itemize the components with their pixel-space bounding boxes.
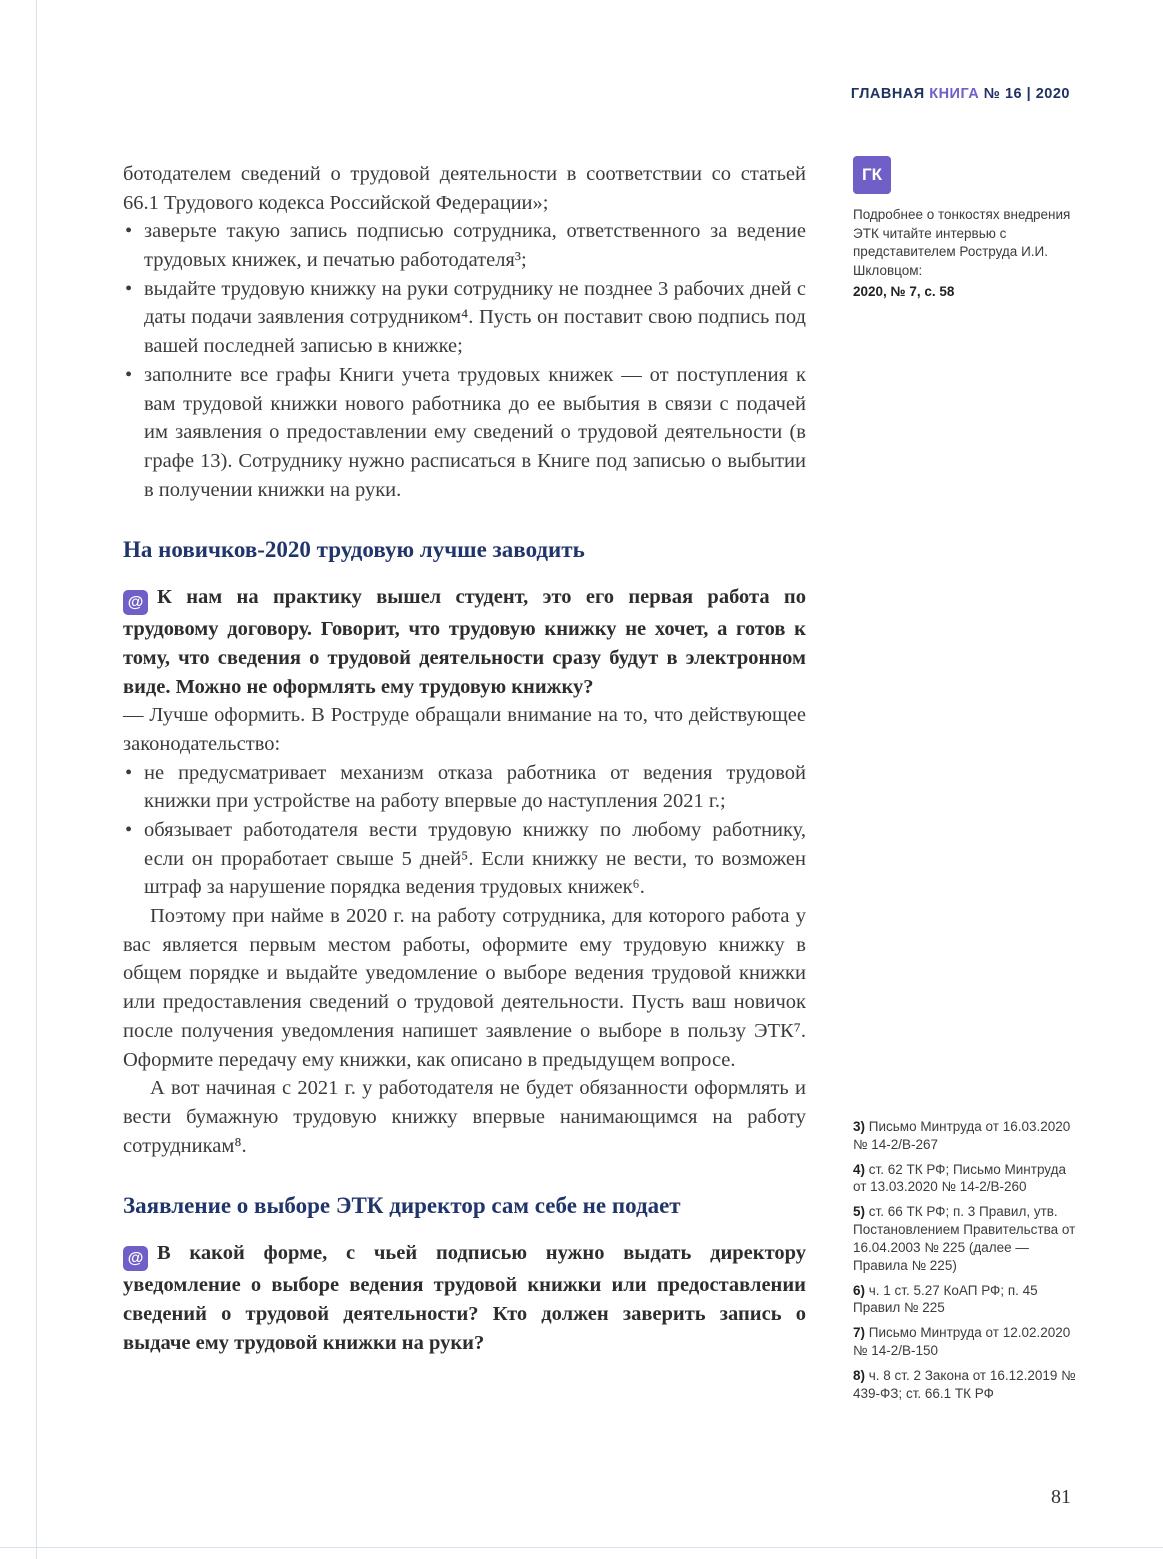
question-at-icon: @ bbox=[123, 1246, 148, 1271]
list-item-text: выдайте трудовую книжку на руки сотруднику не позднее 3 рабочих дней с даты подачи заявления сотрудником⁴. Пусть он поставит свою подпись под вашей последней записью в книжке; bbox=[144, 277, 806, 358]
list-item-text: заполните все графы Книги учета трудовых книжек — от поступления к вам трудовой книжки нового работника до ее выбытия в связи с подачей им заявления о предоставлении ему сведений о трудовой деятельности (в графе 13). Сотруднику нужно расписаться в Книге под записью о выбытии в получении книжки на руки. bbox=[144, 363, 806, 501]
gk-logo-icon: ГК bbox=[853, 156, 891, 194]
list-item bbox=[123, 275, 806, 361]
footnote-text: Письмо Минтруда от 16.03.2020 № 14-2/В-267 bbox=[853, 1119, 1071, 1152]
list-item-text: обязывает работодателя вести трудовую книжку по любому работнику, если он проработает свыше 5 дней⁵. Если книжку не вести, то возможен штраф за нарушение порядка ведения трудовых книжек⁶. bbox=[144, 819, 806, 899]
footnote-text: ст. 66 ТК РФ; п. 3 Правил, утв. Постановлением Правительства от 16.04.2003 № 225 (далее — Правила № 225) bbox=[853, 1204, 1076, 1273]
issue-label: № 16 | 2020 bbox=[983, 86, 1070, 102]
footnote-text: ч. 1 ст. 5.27 КоАП РФ; п. 45 Правил № 225 bbox=[853, 1282, 1038, 1316]
sidebar-note-reference: 2020, № 7, с. 58 bbox=[853, 283, 955, 299]
section-heading-2: Заявление о выборе ЭТК директор сам себе не подает bbox=[123, 1193, 681, 1219]
footnote-text: ст. 62 ТК РФ; Письмо Минтруда от 13.03.2020 № 14-2/В-260 bbox=[853, 1161, 1066, 1195]
section-heading-1: На новичков-2020 трудовую лучше заводить bbox=[123, 537, 585, 563]
bullet-icon: • bbox=[125, 220, 133, 243]
question-text: К нам на практику вышел студент, это его первая работа по трудовому договору. Говорит, что трудовую книжку не хочет, а готов к тому, что сведения о трудовой деятельности сразу будут в электронном виде. Можно не оформлять ему трудовую книжку? bbox=[123, 586, 806, 698]
bullet-icon: • bbox=[125, 277, 133, 300]
footnote bbox=[853, 1367, 1079, 1403]
footnote-number: 3) bbox=[853, 1119, 866, 1134]
footnote-text: ч. 8 ст. 2 Закона от 16.12.2019 № 439-ФЗ; ст. 66.1 ТК РФ bbox=[853, 1367, 1076, 1401]
footnote-text: Письмо Минтруда от 12.02.2020 № 14-2/В-150 bbox=[853, 1325, 1071, 1358]
list-item bbox=[123, 217, 806, 274]
body-paragraph-1: Поэтому при найме в 2020 г. на работу сотрудника, для которого работа у вас является первым местом работы, оформите ему трудовую книжку в общем порядке и выдайте уведомление о выборе ведения трудовой книжки или предоставления сведений о трудовой деятельности. Пусть ваш новичок после получения уведомления напишет заявление о выборе в пользу ЭТК⁷. Оформите передачу ему книжки, как описано в предыдущем вопросе. bbox=[123, 905, 806, 1071]
bullet-icon: • bbox=[125, 819, 133, 842]
footnote-number: 6) bbox=[853, 1282, 866, 1298]
question-at-icon: @ bbox=[123, 590, 148, 615]
answer-intro: — Лучше оформить. В Роструде обращали внимание на то, что действующее законодательство: bbox=[123, 704, 806, 755]
brand-part-2: КНИГА bbox=[929, 86, 980, 102]
list-item-text: не предусматривает механизм отказа работника от ведения трудовой книжки при устройстве на работу впервые до наступления 2021 г.; bbox=[144, 761, 806, 813]
bullet-icon: • bbox=[125, 363, 133, 386]
footnote bbox=[853, 1161, 1079, 1197]
footnote-number: 4) bbox=[853, 1161, 866, 1177]
page-edge-guide-bottom bbox=[0, 1547, 1163, 1548]
article-column bbox=[123, 160, 806, 1357]
question-paragraph-1 bbox=[123, 583, 806, 701]
footnote bbox=[853, 1118, 1079, 1154]
sidebar-note-text: Подробнее о тонкостях внедрения ЭТК читайте интервью с представителем Роструда И.И. Шкловцом: bbox=[853, 207, 1071, 278]
footnote bbox=[853, 1324, 1079, 1360]
list-item bbox=[123, 361, 806, 504]
body-paragraph-2: А вот начиная с 2021 г. у работодателя не будет обязанности оформлять и вести бумажную трудовую книжку впервые нанимающимся на работу сотрудникам⁸. bbox=[123, 1077, 806, 1157]
bullet-icon: • bbox=[125, 761, 133, 784]
list-item-text: заверьте такую запись подписью сотрудника, ответственного за ведение трудовых книжек, и печатью работодателя³; bbox=[144, 220, 806, 272]
footnotes-block bbox=[853, 1118, 1079, 1409]
question-text: В какой форме, с чьей подписью нужно выдать директору уведомление о выборе ведения трудовой книжки или предоставлении сведений о трудовой деятельности? Кто должен заверить запись о выдаче ему трудовой книжки на руки? bbox=[123, 1242, 806, 1354]
footnote-number: 5) bbox=[853, 1204, 866, 1220]
lead-paragraph: ботодателем сведений о трудовой деятельности в соответствии со статьей 66.1 Трудового кодекса Российской Федерации»; bbox=[123, 163, 806, 214]
page-edge-guide-left bbox=[36, 0, 37, 1559]
list-item bbox=[123, 816, 806, 902]
footnote bbox=[853, 1282, 1079, 1318]
footnote-number: 8) bbox=[853, 1367, 866, 1383]
brand-part-1: ГЛАВНАЯ bbox=[850, 86, 925, 102]
sidebar-note bbox=[853, 156, 1077, 301]
footnote bbox=[853, 1203, 1079, 1274]
list-item bbox=[123, 759, 806, 816]
footnote-number: 7) bbox=[853, 1325, 866, 1341]
page-header bbox=[851, 86, 1070, 102]
question-paragraph-2 bbox=[123, 1239, 806, 1357]
page-number: 81 bbox=[1051, 1486, 1071, 1508]
